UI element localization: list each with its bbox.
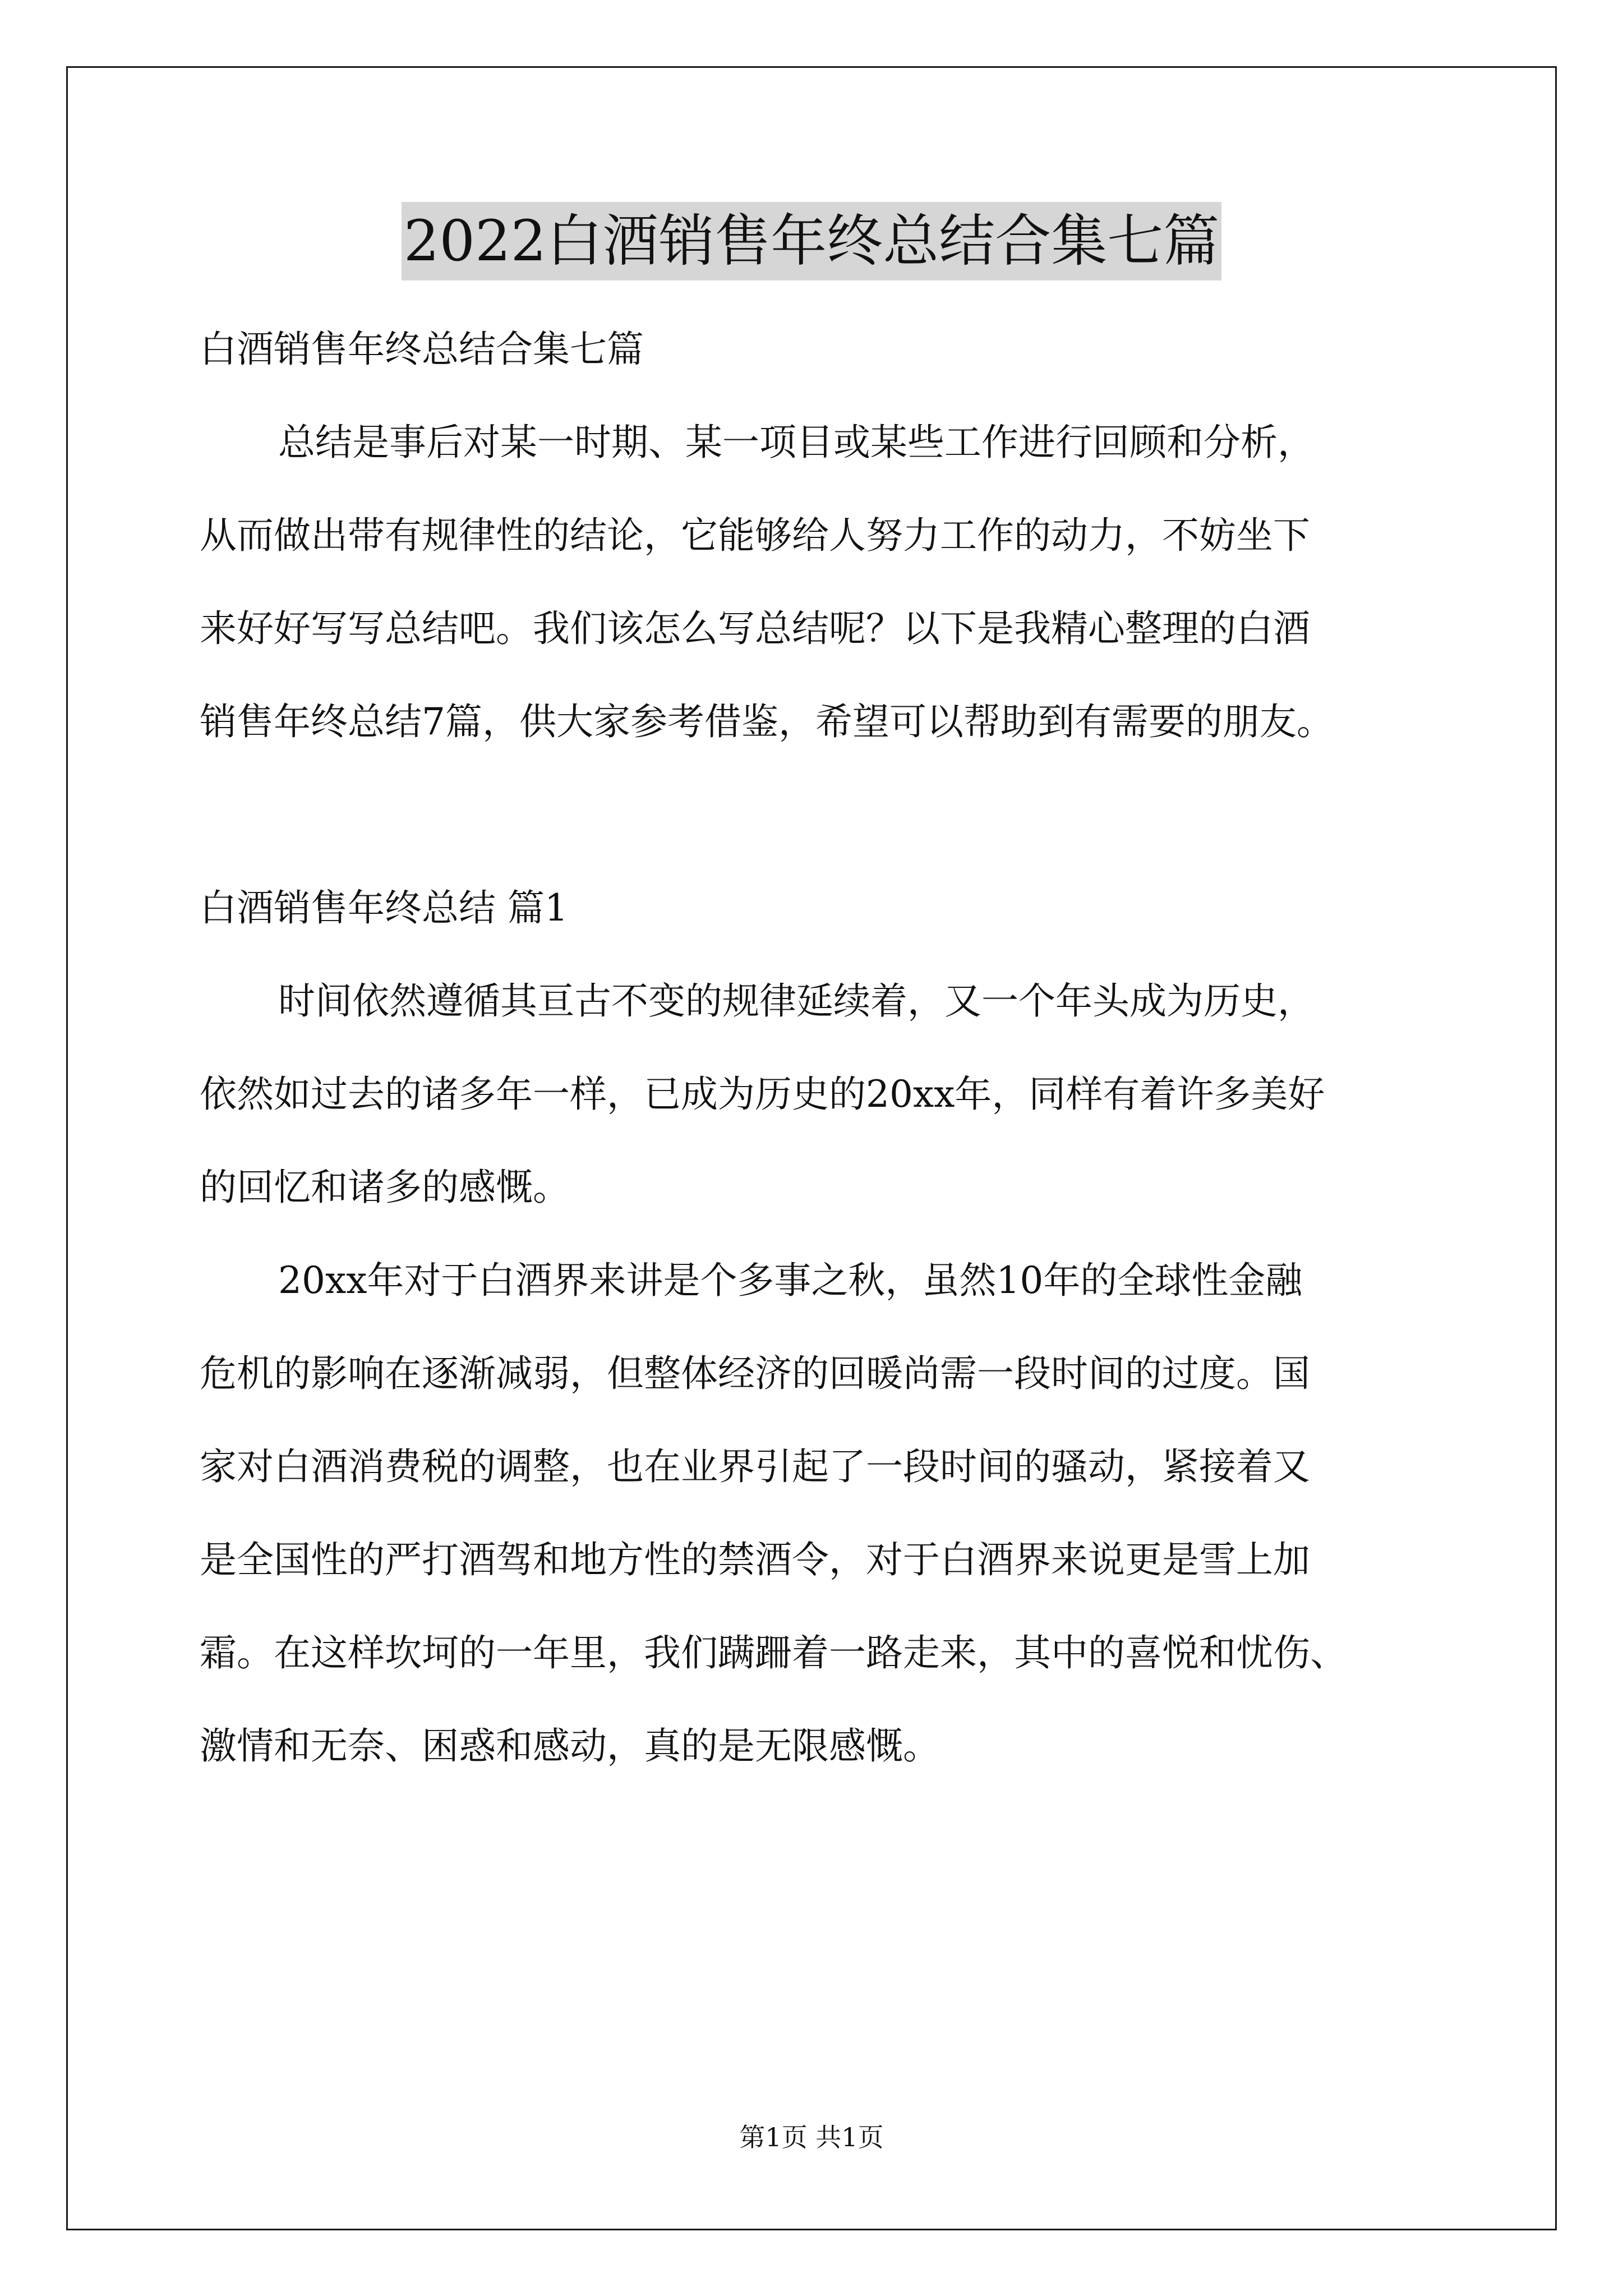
paragraph-line: 霜。在这样坎坷的一年里，我们蹒跚着一路走来，其中的喜悦和忧伤、 bbox=[200, 1631, 1347, 1674]
document-subtitle: 白酒销售年终总结合集七篇 bbox=[200, 328, 644, 371]
paragraph-line: 激情和无奈、困惑和感动，真的是无限感慨。 bbox=[200, 1724, 940, 1768]
paragraph-line: 依然如过去的诸多年一样，已成为历史的20xx年，同样有着许多美好 bbox=[200, 1073, 1325, 1116]
spacer bbox=[200, 769, 1428, 862]
document-body bbox=[200, 303, 1428, 1793]
paragraph-line: 时间依然遵循其亘古不变的规律延续着，又一个年头成为历史， bbox=[278, 979, 1315, 1023]
title-container bbox=[0, 202, 1623, 280]
document-title: 2022白酒销售年终总结合集七篇 bbox=[402, 202, 1222, 280]
paragraph-line: 是全国性的严打酒驾和地方性的禁酒令，对于白酒界来说更是雪上加 bbox=[200, 1538, 1310, 1581]
paragraph-line: 20xx年对于白酒界来讲是个多事之秋，虽然10年的全球性金融 bbox=[278, 1259, 1303, 1302]
intro-line: 来好好写写总结吧。我们该怎么写总结呢？以下是我精心整理的白酒 bbox=[200, 607, 1310, 650]
intro-line: 从而做出带有规律性的结论，它能够给人努力工作的动力，不妨坐下 bbox=[200, 514, 1310, 557]
paragraph-line: 的回忆和诸多的感慨。 bbox=[200, 1166, 570, 1209]
intro-line: 总结是事后对某一时期、某一项目或某些工作进行回顾和分析， bbox=[278, 421, 1315, 464]
section-heading: 白酒销售年终总结 篇1 bbox=[200, 886, 568, 930]
paragraph-line: 危机的影响在逐渐减弱，但整体经济的回暖尚需一段时间的过度。国 bbox=[200, 1352, 1310, 1395]
page-footer: 第1页 共1页 bbox=[739, 2122, 884, 2152]
intro-line: 销售年终总结7篇，供大家参考借鉴，希望可以帮助到有需要的朋友。 bbox=[200, 700, 1334, 743]
paragraph-line: 家对白酒消费税的调整，也在业界引起了一段时间的骚动，紧接着又 bbox=[200, 1445, 1310, 1488]
